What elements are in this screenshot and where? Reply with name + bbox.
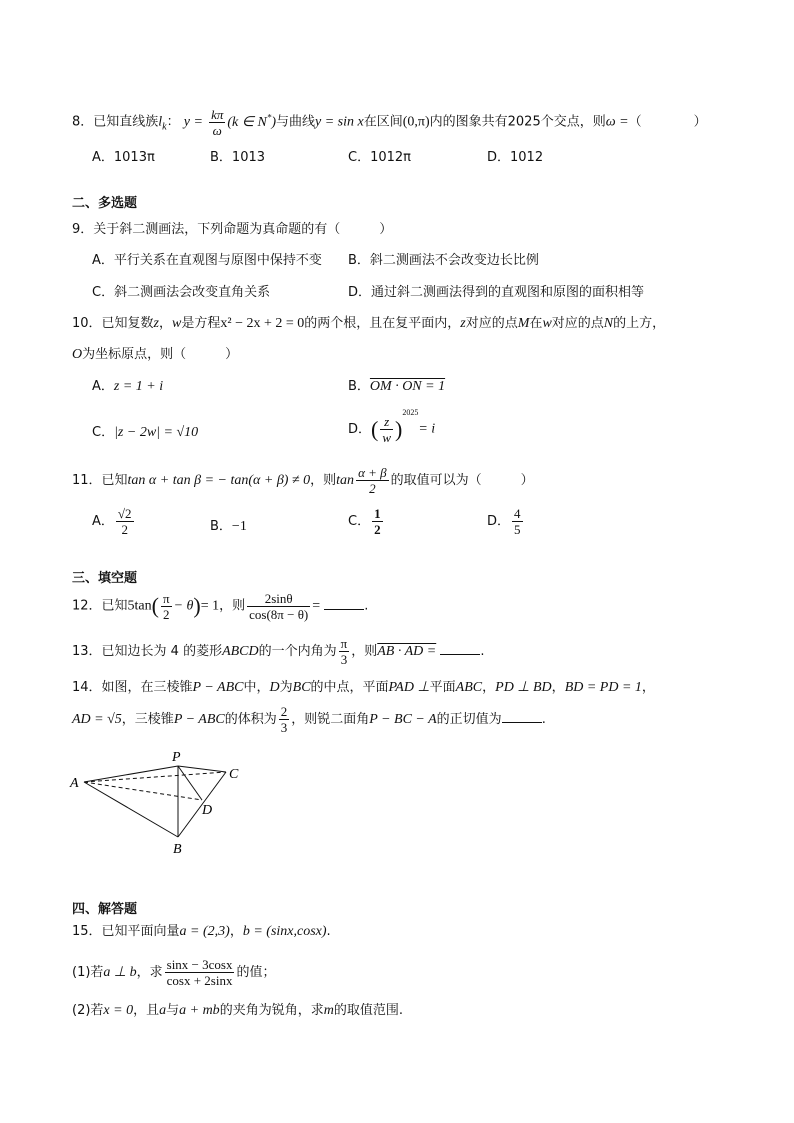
q8-mid2: 在区间 bbox=[363, 114, 403, 130]
question-11: 11．已知tan α + tan β = − tan(α + β) ≠ 0，则tan $\frac{\alpha + \beta}{2}$ 的取值可以为（ ） bbox=[72, 465, 534, 496]
q8-fraction: $\frac{k\pi}{\omega}$ bbox=[211, 106, 224, 138]
section-solve: 四、解答题 bbox=[72, 902, 138, 917]
q8-yeq: y = bbox=[183, 114, 203, 130]
q10-option-b: B．OM · ON = 1 bbox=[348, 379, 446, 394]
q10-option-c: C．|z − 2w| = √10 bbox=[92, 425, 199, 440]
q11-option-c: C． $\frac{1}{2}$ bbox=[348, 506, 381, 537]
q11-option-b: B．−1 bbox=[210, 519, 247, 534]
q8-curve: y = sin x bbox=[315, 114, 364, 130]
section-fill-blank: 三、填空题 bbox=[72, 571, 138, 586]
q8-end: 内的图象共有2025个交点，则 bbox=[429, 114, 606, 130]
q10-equation: x² − 2x + 2 = 0 bbox=[220, 316, 305, 331]
label-d: D bbox=[202, 803, 213, 818]
edge-ab bbox=[84, 782, 178, 837]
q11-option-a: A． $\frac{√2}{2}$ bbox=[92, 506, 132, 537]
q8-option-a: A．1013π bbox=[92, 150, 155, 165]
q9-option-d: D．通过斜二测画法得到的直观图和原图的面积相等 bbox=[348, 285, 645, 300]
q8-paren: （ ） bbox=[628, 114, 707, 130]
q11-equation: tan α + tan β = − tan(α + β) ≠ 0 bbox=[127, 473, 311, 488]
q15-part-2: (2)若x = 0，且a与a + mb的夹角为锐角，求m的取值范围. bbox=[72, 1003, 403, 1018]
q8-colon: ： bbox=[166, 114, 180, 130]
question-12: 12．已知5tan( $\frac{\pi}{2}$ − θ)= 1，则 $\frac{2\sin\theta}{\cos(8\pi - \theta)}$ = . bbox=[72, 590, 369, 622]
q12-answer-blank[interactable] bbox=[324, 599, 364, 610]
label-a: A bbox=[70, 776, 79, 791]
q10-option-d: D．( $\frac{z}{w}$ )$^{2025}$= i bbox=[348, 408, 436, 445]
q8-interval: (0,π) bbox=[402, 114, 430, 130]
edge-ac-hidden bbox=[84, 772, 226, 782]
edge-pd bbox=[178, 766, 202, 800]
q14-pyramid-figure bbox=[66, 748, 256, 858]
q8-prefix: 8．已知直线族 bbox=[72, 114, 159, 130]
edge-ad-hidden bbox=[84, 782, 202, 800]
q8-condition: (k ∈ N*) bbox=[227, 112, 276, 130]
question-14-line2: AD = √5，三棱锥P − ABC的体积为 $\frac{2}{3}$ ，则锐二面角P − BC − A的正切值为 . bbox=[72, 704, 546, 735]
q8-option-d: D．1012 bbox=[487, 150, 544, 165]
q8-mid: 与曲线 bbox=[275, 114, 315, 130]
q11-option-d: D． $\frac{4}{5}$ bbox=[487, 506, 521, 537]
q9-option-a: A．平行关系在直观图与原图中保持不变 bbox=[92, 253, 322, 268]
edge-ap bbox=[84, 766, 178, 782]
question-15: 15．已知平面向量a = (2,3)，b = (sinx,cosx). bbox=[72, 924, 331, 939]
q9-option-c: C．斜二测画法会改变直角关系 bbox=[92, 285, 271, 300]
question-13: 13．已知边长为 4 的菱形ABCD的一个内角为 $\frac{\pi}{3}$ ，则AB · AD = . bbox=[72, 636, 485, 667]
label-c: C bbox=[229, 767, 239, 782]
q8-option-b: B．1013 bbox=[210, 150, 266, 165]
section-multiple-choice: 二、多选题 bbox=[72, 196, 138, 211]
question-10-line2: O为坐标原点，则（ ） bbox=[72, 347, 239, 362]
label-b: B bbox=[173, 842, 182, 857]
question-9: 9．关于斜二测画法，下列命题为真命题的有（ ） bbox=[72, 222, 393, 237]
edge-pc bbox=[178, 766, 226, 772]
q8-line: l bbox=[158, 114, 163, 130]
question-8 bbox=[72, 101, 707, 138]
q9-option-b: B．斜二测画法不会改变边长比例 bbox=[348, 253, 539, 268]
q8-omega: ω = bbox=[605, 114, 629, 130]
label-p: P bbox=[172, 750, 181, 765]
q13-answer-blank[interactable] bbox=[440, 644, 480, 655]
question-10-line1: 10．已知复数z，w是方程x² − 2x + 2 = 0的两个根，且在复平面内，z对应的点M在w对应的点N的上方， bbox=[72, 316, 666, 331]
q15-part-1: (1)若a ⊥ b，求 $\frac{\sin x - 3\cos x}{\cos x + 2\sin x}$ 的值； bbox=[72, 957, 276, 988]
q8-sub: k bbox=[162, 121, 167, 133]
q10-option-a: A．z = 1 + i bbox=[92, 379, 164, 394]
q14-answer-blank[interactable] bbox=[502, 712, 542, 723]
question-14-line1: 14．如图，在三棱锥P − ABC中，D为BC的中点，平面PAD ⊥平面ABC，PD ⊥ BD，BD = PD = 1， bbox=[72, 680, 655, 695]
q8-option-c: C．1012π bbox=[348, 150, 411, 165]
